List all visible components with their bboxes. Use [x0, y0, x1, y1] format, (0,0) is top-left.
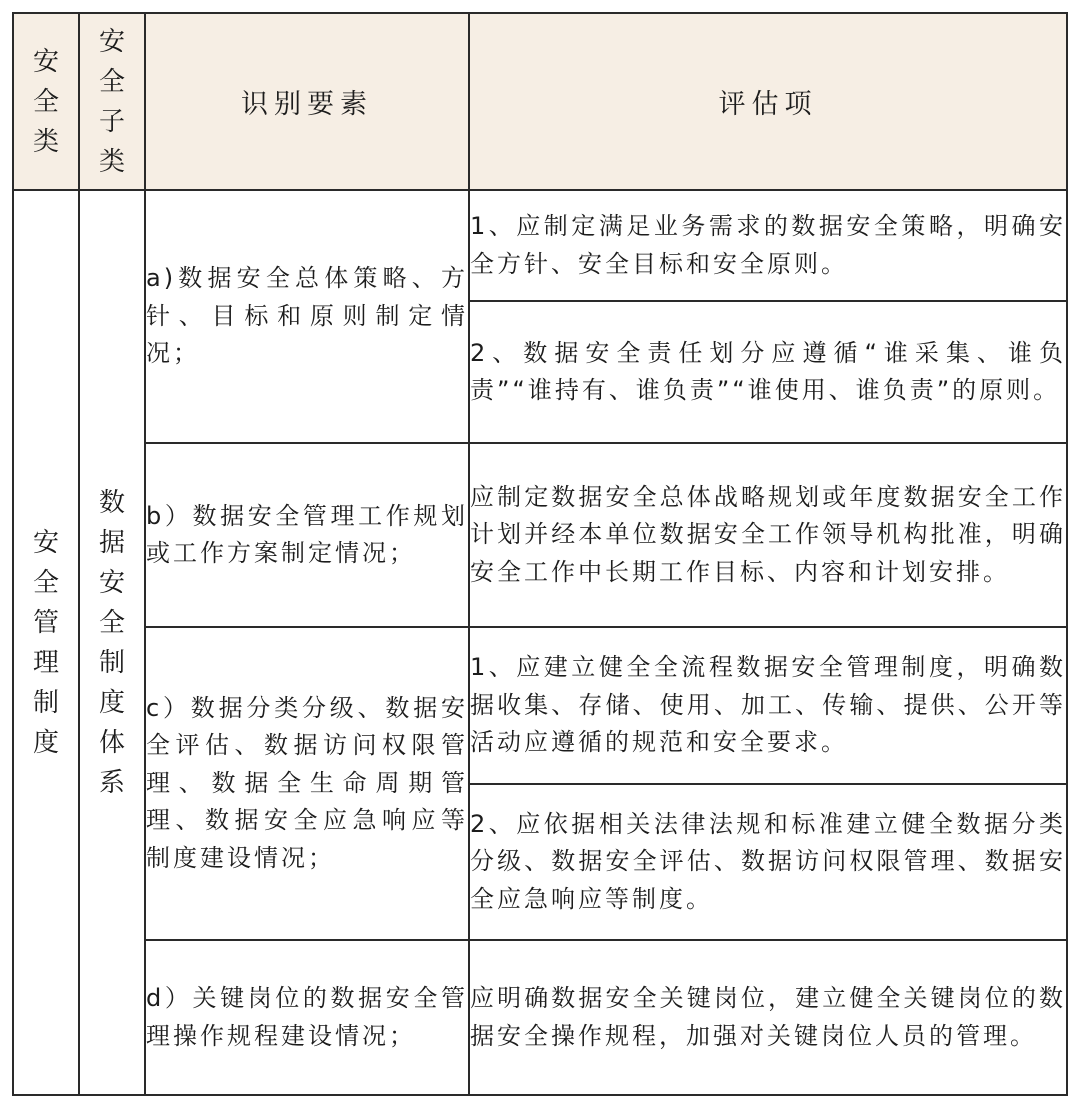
- subcategory-text: 数 据 安 全 制 度 体 系: [98, 487, 125, 798]
- header-row: [13, 13, 1067, 190]
- table-row: [13, 443, 1067, 627]
- eval-c1: 1、应建立健全全流程数据安全管理制度，明确数据收集、存储、使用、加工、传输、提供、公开等活动应遵循的规范和安全要求。: [469, 627, 1067, 784]
- header-subcategory-text: 安 全 子 类: [98, 26, 125, 177]
- header-elements: 识别要素: [145, 13, 469, 190]
- header-category: [13, 13, 79, 190]
- eval-c2: 2、应依据相关法律法规和标准建立健全数据分类分级、数据安全评估、数据访问权限管理、数据安全应急响应等制度。: [469, 784, 1067, 940]
- header-evaluation: 评估项: [469, 13, 1067, 190]
- table-row: [13, 940, 1067, 1095]
- table-row: [13, 627, 1067, 784]
- header-subcategory: [79, 13, 145, 190]
- category-text: 安 全 管 理 制 度: [32, 527, 59, 758]
- element-d: d）关键岗位的数据安全管理操作规程建设情况；: [145, 940, 469, 1095]
- category-cell: [13, 190, 79, 1095]
- eval-b1: 应制定数据安全总体战略规划或年度数据安全工作计划并经本单位数据安全工作领导机构批准，明确安全工作中长期工作目标、内容和计划安排。: [469, 443, 1067, 627]
- element-a: a)数据安全总体策略、方针、目标和原则制定情况；: [145, 190, 469, 443]
- eval-d1: 应明确数据安全关键岗位，建立健全关键岗位的数据安全操作规程，加强对关键岗位人员的管理。: [469, 940, 1067, 1095]
- assessment-table: [12, 12, 1068, 1096]
- element-c: c）数据分类分级、数据安全评估、数据访问权限管理、数据全生命周期管理、数据安全应急响应等制度建设情况；: [145, 627, 469, 940]
- header-category-text: 安 全 类: [32, 46, 59, 157]
- eval-a1: 1、应制定满足业务需求的数据安全策略，明确安全方针、安全目标和安全原则。: [469, 190, 1067, 301]
- eval-a2: 2、数据安全责任划分应遵循“谁采集、谁负责”“谁持有、谁负责”“谁使用、谁负责”的原则。: [469, 301, 1067, 443]
- element-b: b）数据安全管理工作规划或工作方案制定情况；: [145, 443, 469, 627]
- subcategory-cell: [79, 190, 145, 1095]
- table-row: [13, 190, 1067, 301]
